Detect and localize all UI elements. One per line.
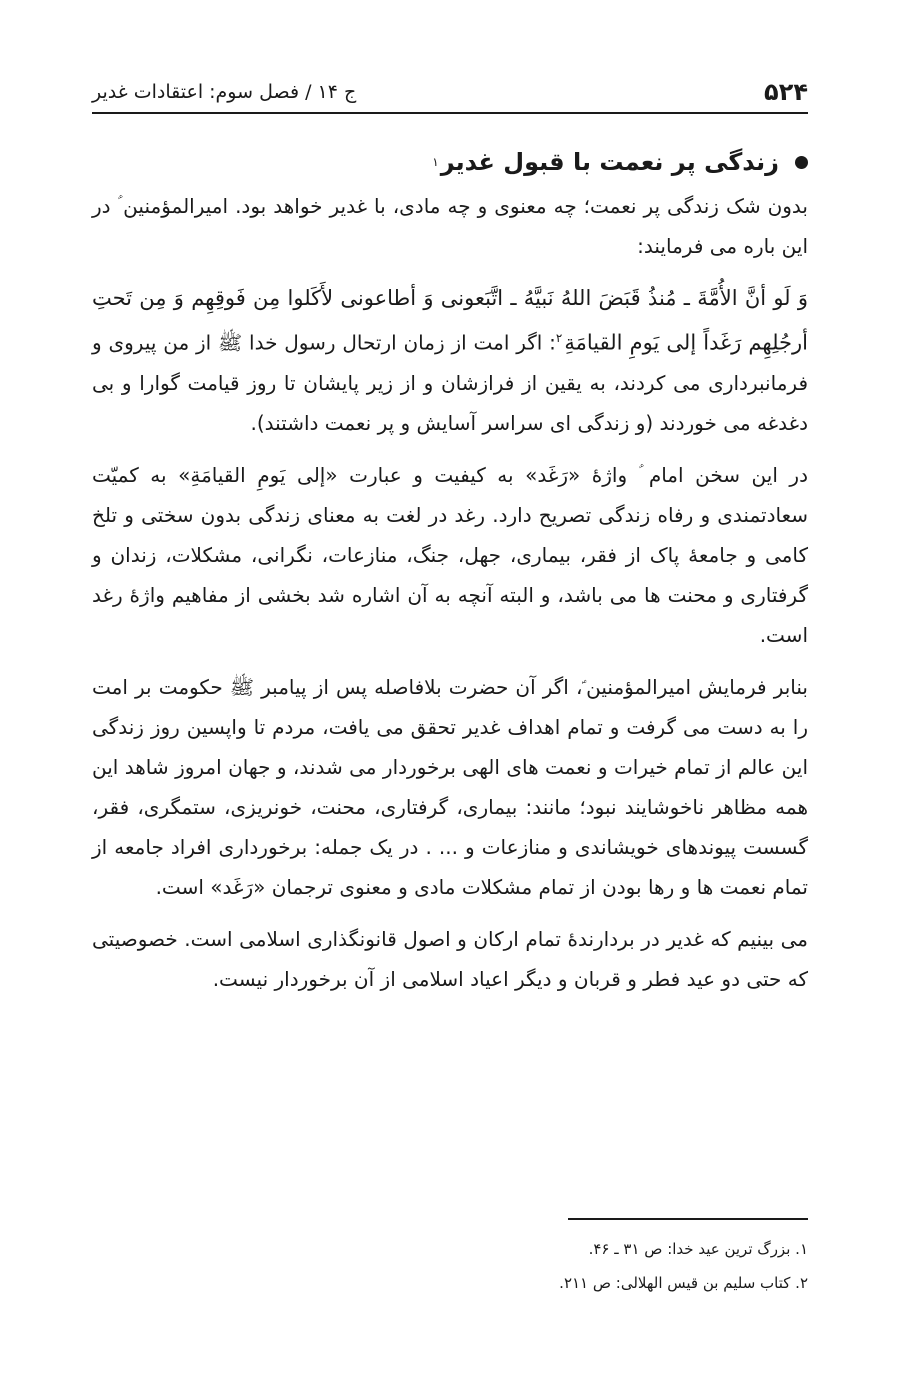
footnote-2: ۲. کتاب سلیم بن قیس الهلالی: ص ۲۱۱. — [559, 1274, 808, 1292]
page-header — [92, 72, 808, 114]
bullet-icon — [795, 156, 808, 169]
footnote-mark-1: ۱ — [432, 155, 439, 169]
page-content — [92, 140, 808, 1011]
paragraph-5: می بینیم که غدیر در بردارندهٔ تمام ارکان و اصول قانونگذاری اسلامی است. خصوصیتی که حتی دو عید فطر و قربان و دیگر اعیاد اسلامی از آن برخوردار نیست. — [92, 926, 808, 991]
arabic-quote: وَ لَو أنَّ الأُمَّةَ ـ مُنذُ قَبَضَ اللهُ نَبیَّهُ ـ اتَّبَعونی وَ أطاعونی لأَکَلوا مِن فَوقِهِم وَ مِن تَحتِ أرجُلِهِم رَغَداً إلی یَومِ القیامَةِ — [92, 286, 808, 355]
page-number: ۵۲۴ — [764, 78, 808, 106]
paragraph-1: بدون شک زندگی پر نعمت؛ چه معنوی و چه مادی، با غدیر خواهد بود. امیرالمؤمنین ؑ در این باره می فرمایند: — [92, 194, 808, 258]
paragraph-3: در این سخن امام ؑ واژهٔ «رَغَد» به کیفیت و عبارت «إلی یَومِ القیامَةِ» به کمیّت سعادتمندی و رفاه زندگی تصریح دارد. رغد در لغت به معنای زندگی بدون سختی و تلخ کامی و جامعهٔ پاک از فقر، بیماری، جهل، جنگ، منازعات، نگرانی، مشکلات، زندان و گرفتاری و محنت ها می باشد، و البته آنچه به آن اشاره شد بخشی از مفاهیم واژهٔ رغد است. — [92, 462, 808, 647]
footnote-divider — [568, 1218, 808, 1220]
running-title: ج ۱۴ / فصل سوم: اعتقادات غدیر — [92, 81, 357, 103]
footnote-1: ۱. بزرگ ترین عید خدا: ص ۳۱ ـ ۴۶. — [588, 1240, 808, 1258]
paragraph-2 — [92, 278, 808, 443]
quote-translation: : اگر امت از زمان ارتحال رسول خدا ﷺ از من پیروی و فرمانبرداری می کردند، به یقین از فرازشان و از زیر پایشان تا روز قیامت گوارا و بی دغدغه می خوردند (و زندگی ای سراسر آسایش و پر نعمت داشتند). — [92, 330, 808, 435]
section-heading — [92, 140, 808, 184]
footnotes — [92, 1232, 808, 1300]
section-heading-text: زندگی پر نعمت با قبول غدیر — [440, 148, 779, 176]
paragraph-4: بنابر فرمایش امیرالمؤمنین ؑ، اگر آن حضرت بلافاصله پس از پیامبر ﷺ حکومت بر امت را به دست می گرفت و تمام اهداف غدیر تحقق می یافت، مردم تا واپسین روز زندگی این عالم از تمام خیرات و نعمت های الهی برخوردار می شدند، و جهان امروز شاهد این همه مظاهر ناخوشایند نبود؛ مانند: بیماری، گرفتاری، محنت، خونریزی، ستمگری، فقر، گسست پیوندهای خویشاندی و منازعات و ... . در یک جمله: برخورداری افراد جامعه از تمام نعمت ها و رها بودن از تمام مشکلات مادی و معنوی ترجمان «رَغَد» است. — [92, 674, 808, 899]
footnote-mark-2: ۲ — [555, 331, 563, 345]
